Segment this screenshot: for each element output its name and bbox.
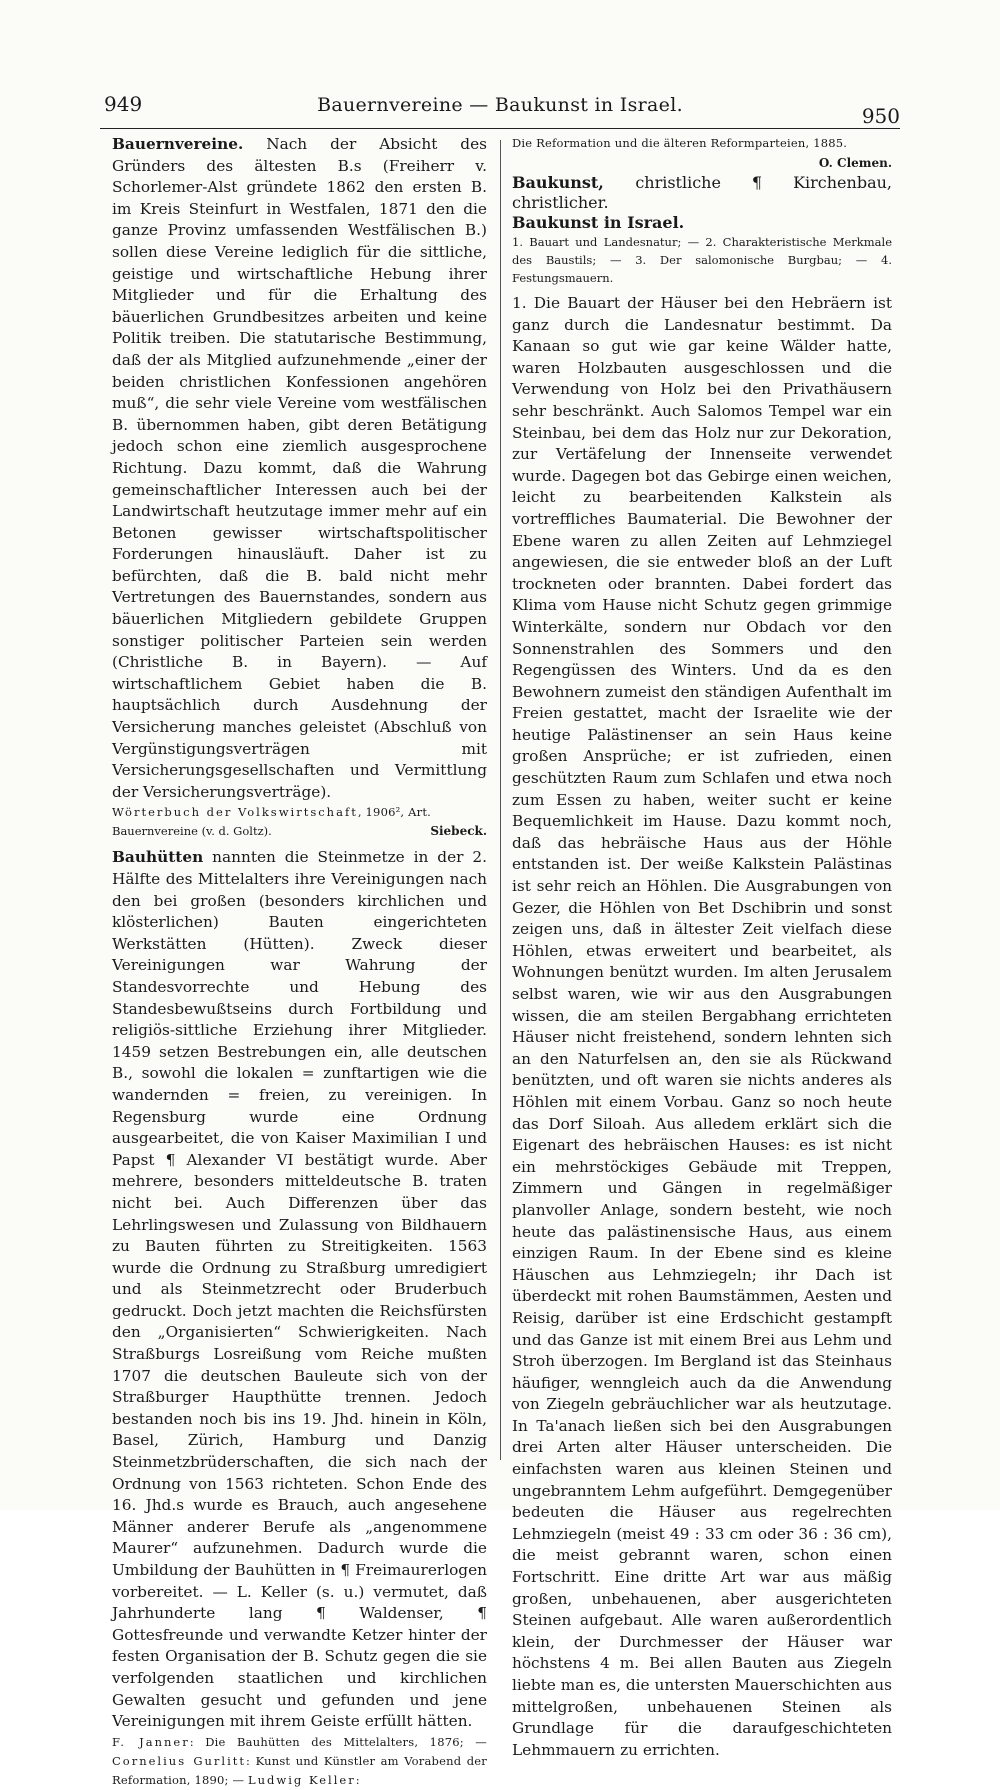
- literature-title: :: [355, 1772, 360, 1787]
- lemma-baukunst-israel: Baukunst in Israel.: [512, 213, 685, 232]
- left-column: [112, 134, 487, 1790]
- literature-author: Cornelius Gurlitt: [112, 1753, 247, 1768]
- lemma-bauhuetten: Bauhütten: [112, 848, 204, 867]
- header-rule: [100, 128, 900, 129]
- literature-signature-row: [112, 822, 487, 841]
- article-bauhuetten: [112, 847, 487, 1732]
- literature-edition: , 1906², Art.: [357, 805, 432, 820]
- column-divider: [500, 140, 501, 1460]
- article-text: 1. Die Bauart der Häuser bei den Hebräern ist ganz durch die Landesnatur bestimmt. Da Kanaan so gut wie gar keine Wälder hatte, waren Holzbauten ausgeschlossen und die Verwendung von Holz bei den Privathäusern sehr beschränkt. Auch Salomos Tempel war ein Steinbau, bei dem das Holz nur zur Dekoration, zur Vertäfelung der Innenseite verwendet wurde. Dagegen bot das Gebirge einen weichen, leicht zu bearbeitenden Kalkstein als vortreffliches Baumaterial. Die Bewohner der Ebene waren zu allen Zeiten auf Lehmziegel angewiesen, die sie entweder bloß an der Luft trockneten oder brannten. Dabei fordert das Klima vom Hause nicht Schutz gegen grimmige Winterkälte, sondern nur Obdach vor den Sonnenstrahlen des Sommers und den Regengüssen des Winters. Und da es den Bewohnern zumeist den ständigen Aufenthalt im Freien gestattet, macht der Israelite wie der heutige Palästinenser an sein Haus keine großen Ansprüche; er ist zufrieden, einen geschützten Raum zum Schlafen und etwa noch zum Essen zu haben, weiter sucht er keine Bequemlichkeit im Hause. Dazu kommt noch, daß das hebräische Haus aus der Höhle entstanden ist. Der weiße Kalkstein Palästinas ist sehr reich an Höhlen. Die Ausgrabungen von Gezer, die Höhlen von Bet Dschibrin und sonst zeigen uns, daß in ältester Zeit vielfach diese Höhlen, etwas erweitert und bearbeitet, als Wohnungen benützt wurden. Im alten Jerusalem selbst waren, wie wir aus den Ausgrabungen wissen, die am steilen Bergabhang errichteten Häuser nicht freistehend, sondern lehnten sich an den Naturfelsen an, den sie als Rückwand benützten, und oft waren sie nichts anderes als Höhlen mit einem Vorbau. Ganz so noch heute das Dorf Siloah. Aus alledem erklärt sich die Eigenart des hebräischen Hauses: es ist nicht ein mehrstöckiges Gebäude mit Treppen, Zimmern und Gängen in regelmäßiger planvoller Anlage, sondern besteht, wie noch heute das palästinensische Haus, aus einem einzigen Raum. In der Ebene sind es kleine Häuschen aus Lehmziegeln; ihr Dach ist überdeckt mit rohen Baumstämmen, Aesten und Reisig, darüber ist eine Erdschicht gestampft und das Ganze ist mit einem Brei aus Lehm und Stroh überzogen. Im Bergland ist das Steinhaus häufiger, wenngleich auch da die Anwendung von Ziegeln gebräuchlicher war als heutzutage. In Ta'anach ließen sich bei den Ausgrabungen drei Arten alter Häuser unterscheiden. Die einfachsten waren aus kleinen Steinen und ungebranntem Lehm aufgeführt. Demgegenüber bedeuten die Häuser aus regelrechten Lehmziegeln (meist 49 : 33 cm oder 36 : 36 cm), die meist gebrannt waren, schon einen Fortschritt. Eine dritte Art war aus mäßig großen, unbehauenen, aber ausgerichteten Steinen aufgebaut. Alle waren außerordentlich klein, der Durchmesser der Häuser war höchstens 4 m. Bei allen Bauten aus Ziegeln liebte man es, die untersten Mauerschichten aus mittelgroßen, unbehauenen Steinen als Grundlage für die daraufgeschichteten Lehmmauern zu errichten.: [512, 294, 892, 1759]
- lemma-bauernvereine: Bauernvereine.: [112, 135, 244, 153]
- literature-title: : Die Bauhütten des Mittelalters, 1876; —: [189, 1734, 487, 1749]
- literature-author: Ludwig Keller: [248, 1772, 356, 1787]
- literature-continuation: Die Reformation und die älteren Reformparteien, 1885.: [512, 136, 848, 150]
- literature-author: F. Janner: [112, 1734, 190, 1749]
- page-number-left: 949: [104, 92, 143, 116]
- cross-reference-text: christliche ¶ Kirchenbau, christlicher.: [512, 173, 893, 212]
- lemma-baukunst: Baukunst,: [512, 173, 604, 192]
- literature-bauhuetten: [112, 1733, 487, 1790]
- article-text: nannten die Steinmetze in der 2. Hälfte des Mittelalters ihre Vereinigungen nach den bei großen (besonders kirchlichen und klösterlichen) Bauten eingerichteten Werkstätten (Hütten). Zweck dieser Vereinigungen war Wahrung der Standesvorrechte und Hebung des Standesbewußtseins durch Fortbildung und religiös-sittliche Erziehung ihrer Mitglieder. 1459 setzen Bestrebungen ein, alle deutschen B., sowohl die lokalen = zunftartigen wie die wandernden = freien, zu vereinigen. In Regensburg wurde eine Ordnung ausgearbeitet, die von Kaiser Maximilian I und Papst ¶ Alexander VI bestätigt wurde. Aber mehrere, besonders mitteldeutsche B. traten nicht bei. Auch Differenzen über das Lehrlingswesen und Zulassung von Bildhauern zu Bauten führten zu Streitigkeiten. 1563 wurde die Ordnung zu Straßburg umredigiert und als Steinmetzrecht oder Bruderbuch gedruckt. Doch jetzt machten die Reichsfürsten den „Organisierten“ Schwierigkeiten. Nach Straßburgs Losreißung vom Reiche mußten 1707 die deutschen Bauleute sich von der Straßburger Haupthütte trennen. Jedoch bestanden noch bis ins 19. Jhd. hinein in Köln, Basel, Zürich, Hamburg und Danzig Steinmetzbrüderschaften, die sich nach der Ordnung von 1563 richteten. Schon Ende des 16. Jhd.s wurde es Brauch, auch angesehene Männer anderer Berufe als „angenommene Maurer“ aufzunehmen. Dadurch wurde die Umbildung der Bauhütten in ¶ Freimaurerlogen vorbereitet. — L. Keller (s. u.) vermutet, daß Jahrhunderte lang ¶ Waldenser, ¶ Gottesfreunde und verwandte Ketzer hinter der festen Organisation der B. Schutz gegen die sie verfolgenden staatlichen und kirchlichen Gewalten gesucht und gefunden und jene Vereinigungen mit ihrem Geiste erfüllt hätten.: [112, 848, 487, 1731]
- article-outline: 1. Bauart und Landesnatur; — 2. Charakteristische Merkmale des Baustils; — 3. Der salomonische Burgbau; — 4. Festungsmauern.: [512, 235, 892, 285]
- literature-bauernvereine: [112, 803, 487, 822]
- literature-article: Bauernvereine (v. d. Goltz).: [112, 824, 272, 839]
- article-bauernvereine: [112, 134, 487, 803]
- page-number-right: 950: [861, 104, 900, 128]
- running-title: Bauernvereine — Baukunst in Israel.: [317, 94, 683, 116]
- author-signature: Siebeck.: [430, 824, 487, 839]
- literature-title: : Kunst und Künstler am Vorabend der Reformation, 1890; —: [112, 1753, 487, 1787]
- right-column: [512, 134, 892, 1761]
- cross-reference: [512, 173, 892, 213]
- author-signature: O. Clemen.: [818, 156, 892, 170]
- page-header: [100, 92, 900, 128]
- literature-source: Wörterbuch der Volkswirtschaft: [112, 805, 358, 820]
- article-text: Nach der Absicht des Gründers des ältesten B.s (Freiherr v. Schorlemer-Alst gründete 1862 den ersten B. im Kreis Steinfurt in Westfalen, 1871 den die ganze Provinz umfassenden Westfälischen B.) sollen diese Vereine lediglich für die sittliche, geistige und wirtschaftliche Hebung ihrer Mitglieder und für die Erhaltung des bäuerlichen Grundbesitzes arbeiten und keine Politik treiben. Die statutarische Bestimmung, daß der als Mitglied aufzunehmende „einer der beiden christlichen Konfessionen angehören muß“, die sehr viele Vereine vom westfälischen B. übernommen haben, gibt deren Betätigung jedoch schon eine ziemlich ausgesprochene Richtung. Dazu kommt, daß die Wahrung gemeinschaftlicher Interessen auch bei der Landwirtschaft heutzutage immer mehr auf ein Betonen gewisser wirtschaftspolitischer Forderungen hinausläuft. Daher ist zu befürchten, daß die B. bald nicht mehr Vertretungen des Bauernstandes, sondern aus bäuerlichen Mitgliedern gebildete Gruppen sonstiger politischer Parteien sein werden (Christliche B. in Bayern). — Auf wirtschaftlichem Gebiet haben die B. hauptsächlich durch Ausdehnung der Versicherung manches geleistet (Abschluß von Vergünstigungsverträgen mit Versicherungsgesellschaften und Vermittlung der Versicherungsverträge).: [112, 135, 487, 801]
